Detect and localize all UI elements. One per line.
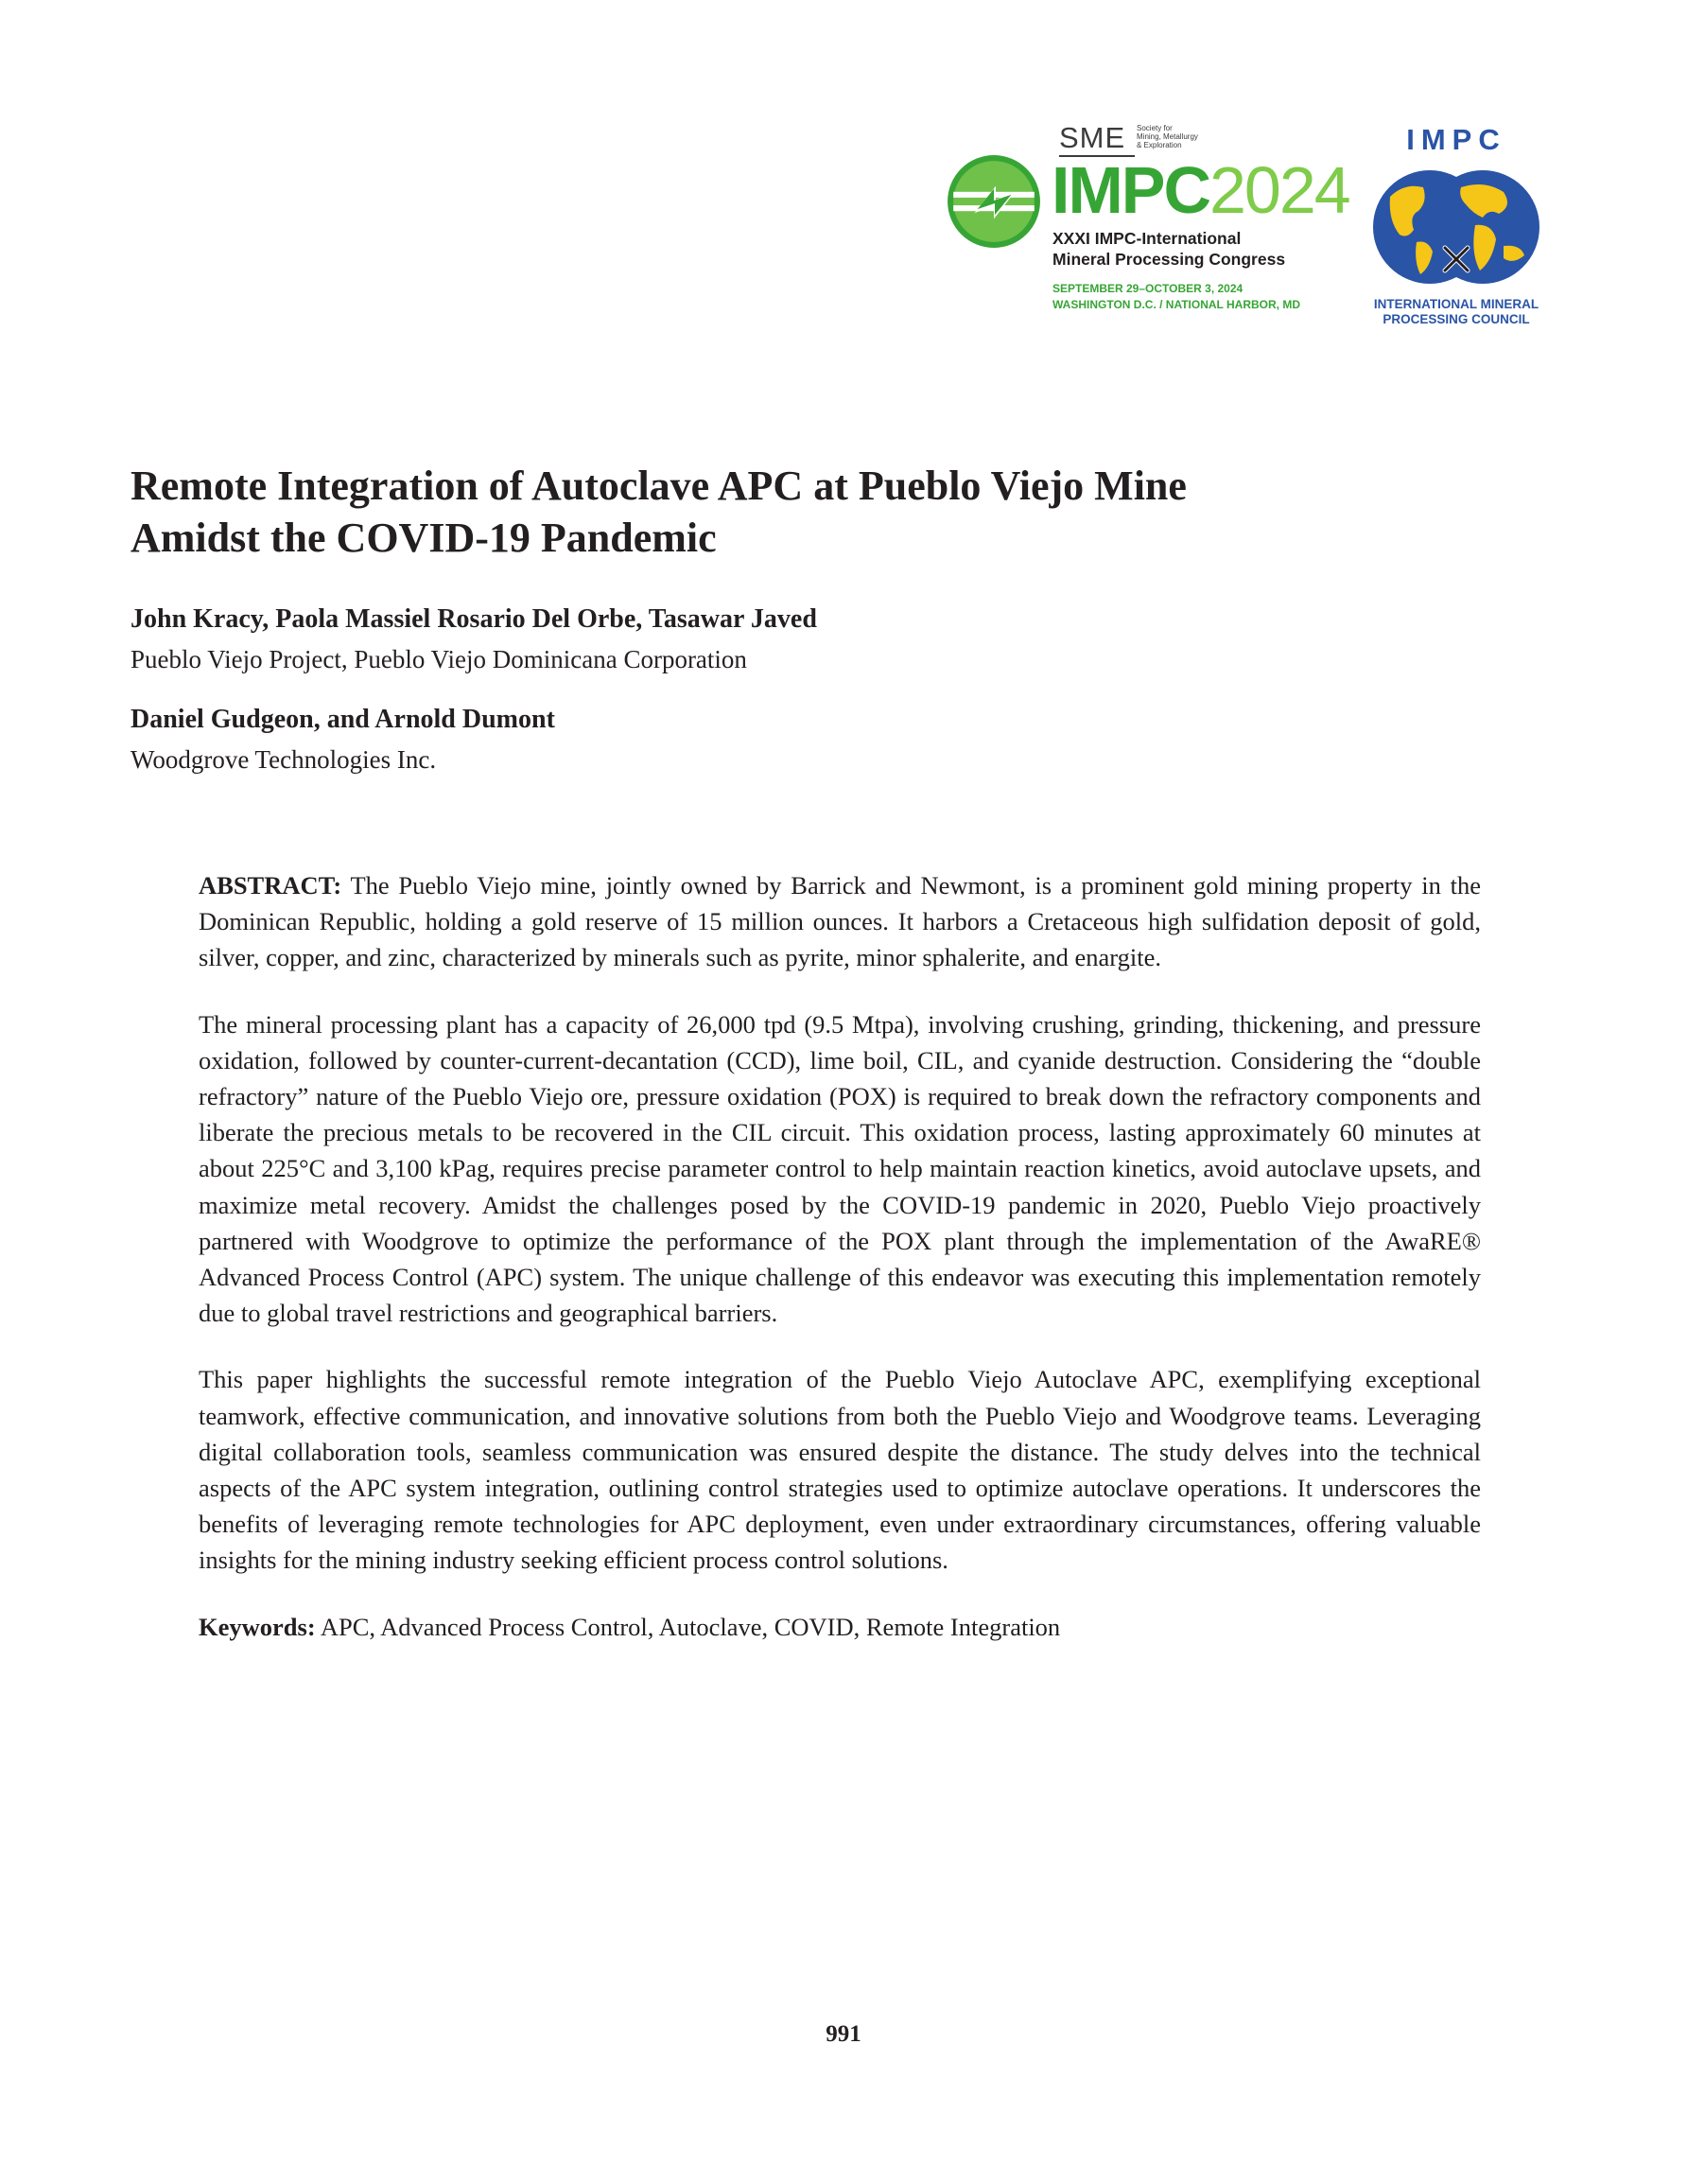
abstract-section [199,867,1481,1675]
abstract-paragraph-1: ABSTRACT: The Pueblo Viejo mine, jointly owned by Barrick and Newmont, is a prominent gold mining property in the Dominican Republic, holding a gold reserve of 15 million ounces. It harbors a Cretaceous high sulfidation deposit of gold, silver, copper, and zinc, characterized by minerals such as pyrite, minor sphalerite, and enargite. [199,871,1481,972]
page-number: 991 [826,2021,861,2047]
impc-council-logo [1362,123,1551,326]
keywords-label: Keywords: [199,1612,316,1641]
council-acronym: IMPC [1406,123,1506,156]
globe-icon [1371,159,1541,301]
congress-venue: WASHINGTON D.C. / NATIONAL HARBOR, MD [1052,298,1300,311]
congress-dates: SEPTEMBER 29–OCTOBER 3, 2024 [1052,282,1244,295]
impc2024-wordmark: IMPC2024 [1052,153,1349,227]
sme-society-text: Society for Mining, Metallurgy & Exploration [1137,124,1198,149]
impc-circle-logo-icon [946,153,1042,250]
author-list-2: Daniel Gudgeon, and Arnold Dumont [130,705,555,734]
keywords-text: APC, Advanced Process Control, Autoclave, COVID, Remote Integration [320,1612,1061,1641]
congress-subtitle-line2: Mineral Processing Congress [1052,250,1286,269]
council-name-line2: PROCESSING COUNCIL [1383,312,1530,326]
author-list-1: John Kracy, Paola Massiel Rosario Del Orbe, Tasawar Javed [130,604,817,634]
congress-subtitle-line1: XXXI IMPC-International [1052,229,1242,248]
sme-wordmark: SME [1059,121,1126,154]
header-logos [946,114,1570,331]
affiliation-2: Woodgrove Technologies Inc. [130,745,437,774]
council-name-line1: INTERNATIONAL MINERAL [1373,297,1539,311]
abstract-paragraph-2: The mineral processing plant has a capacity of 26,000 tpd (9.5 Mtpa), involving crushing, grinding, thickening, and pressure oxidation, followed by counter-current-decantation (CCD), lime boil, CIL, and cyanide destruction. Considering the “double refractory” nature of the Pueblo Viejo ore, pressure oxidation (POX) is required to break down the refractory components and liberate the precious metals to be recovered in the CIL circuit. This oxidation process, lasting approximately 60 minutes at about 225°C and 3,100 kPag, requires precise parameter control to help maintain reaction kinetics, avoid autoclave upsets, and maximize metal recovery. Amidst the challenges posed by the COVID-19 pandemic in 2020, Pueblo Viejo proactively partnered with Woodgrove to optimize the performance of the POX plant through the implementation of the AwaRE® Advanced Process Control (APC) system. The unique challenge of this endeavor was executing this implementation remotely due to global travel restrictions and geographical barriers. [199,1009,1481,1328]
abstract-label: ABSTRACT: [199,871,342,900]
affiliation-1: Pueblo Viejo Project, Pueblo Viejo Dominicana Corporation [130,645,747,673]
paper-title: Remote Integration of Autoclave APC at Pueblo Viejo Mine Amidst the COVID-19 Pandemic [130,463,1187,561]
keywords [199,1609,1481,1645]
abstract-paragraph-3: This paper highlights the successful remote integration of the Pueblo Viejo Autoclave APC, exemplifying exceptional teamwork, effective communication, and innovative solutions from both the Pueblo Viejo and Woodgrove teams. Leveraging digital collaboration tools, seamless communication was ensured despite the distance. The study delves into the technical aspects of the APC system integration, outlining control strategies used to optimize autoclave operations. It underscores the benefits of leveraging remote technologies for APC deployment, even under extraordinary circumstances, offering valuable insights for the mining industry seeking efficient process control solutions. [199,1365,1481,1575]
